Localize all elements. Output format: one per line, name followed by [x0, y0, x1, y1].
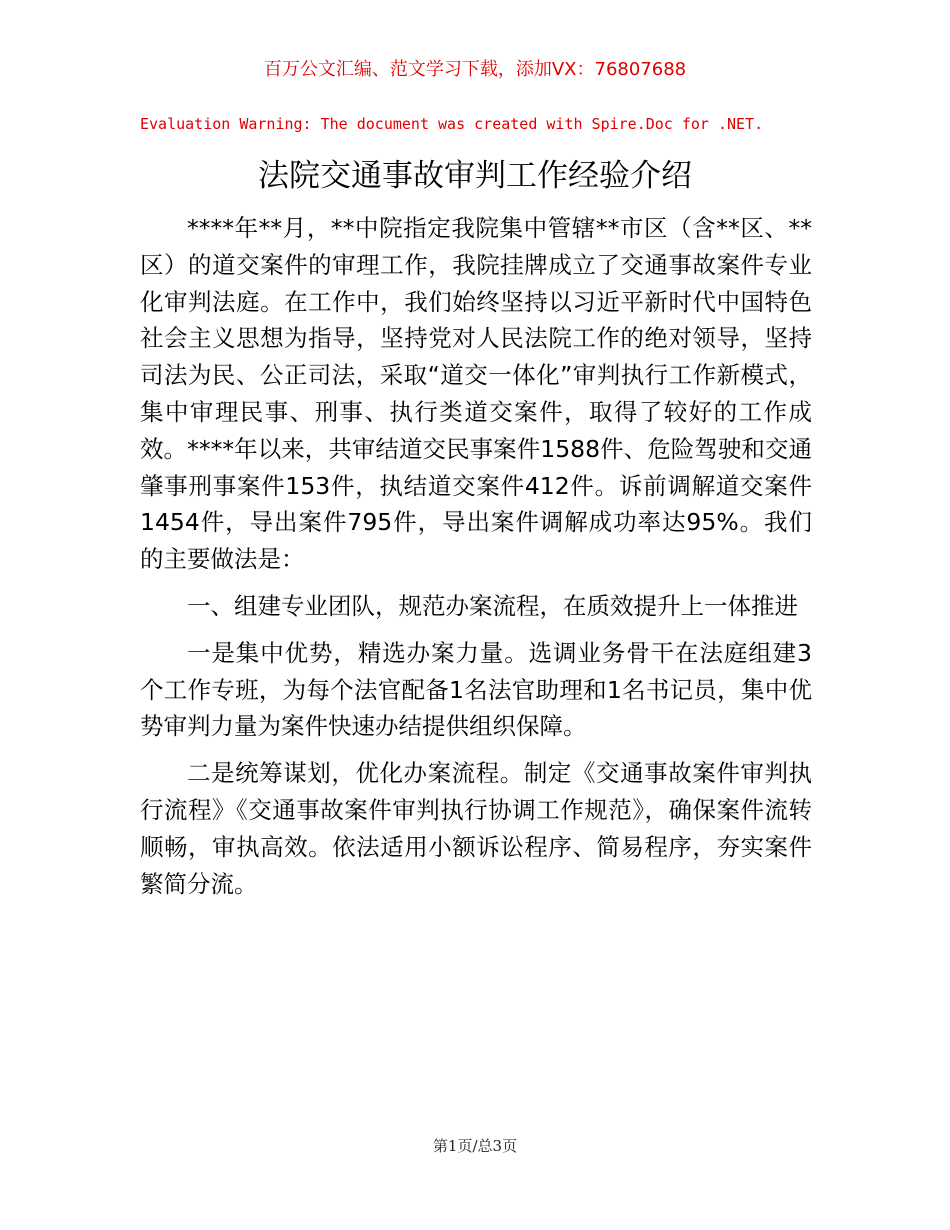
- paragraph-point-2: 二是统筹谋划，优化办案流程。制定《交通事故案件审判执行流程》《交通事故案件审判执行协调工作规范》，确保案件流转顺畅，审执高效。依法适用小额诉讼程序、简易程序，夯实案件繁简分流。: [140, 759, 812, 898]
- document-title: 法院交通事故审判工作经验介绍: [258, 158, 692, 194]
- section-heading-1: 一、组建专业团队，规范办案流程，在质效提升上一体推进: [187, 591, 798, 620]
- paragraph-intro: ****年**月，**中院指定我院集中管辖**市区（含**区、**区）的道交案件的审理工作，我院挂牌成立了交通事故案件专业化审判法庭。在工作中，我们始终坚持以习近平新时代中国特色社会主义思想为指导，坚持党对人民法院工作的绝对领导，坚持司法为民、公正司法，采取“道交一体化”审判执行工作新模式，集中审理民事、刑事、执行类道交案件，取得了较好的工作成效。****年以来，共审结道交民事案件1588件、危险驾驶和交通肇事刑事案件153件，执结道交案件412件。诉前调解道交案件1454件，导出案件795件，导出案件调解成功率达95%。我们的主要做法是：: [140, 214, 812, 574]
- paragraph-point-1: 一是集中优势，精选办案力量。选调业务骨干在法庭组建3个工作专班，为每个法官配备1名法官助理和1名书记员，集中优势审判力量为案件快速办结提供组织保障。: [140, 638, 812, 741]
- evaluation-warning: Evaluation Warning: The document was created with Spire.Doc for .NET.: [140, 115, 764, 133]
- header-banner: 百万公文汇编、范文学习下载，添加VX：76807688: [263, 59, 687, 80]
- page-number: 第1页/总3页: [432, 1137, 518, 1155]
- document-body: [140, 210, 812, 912]
